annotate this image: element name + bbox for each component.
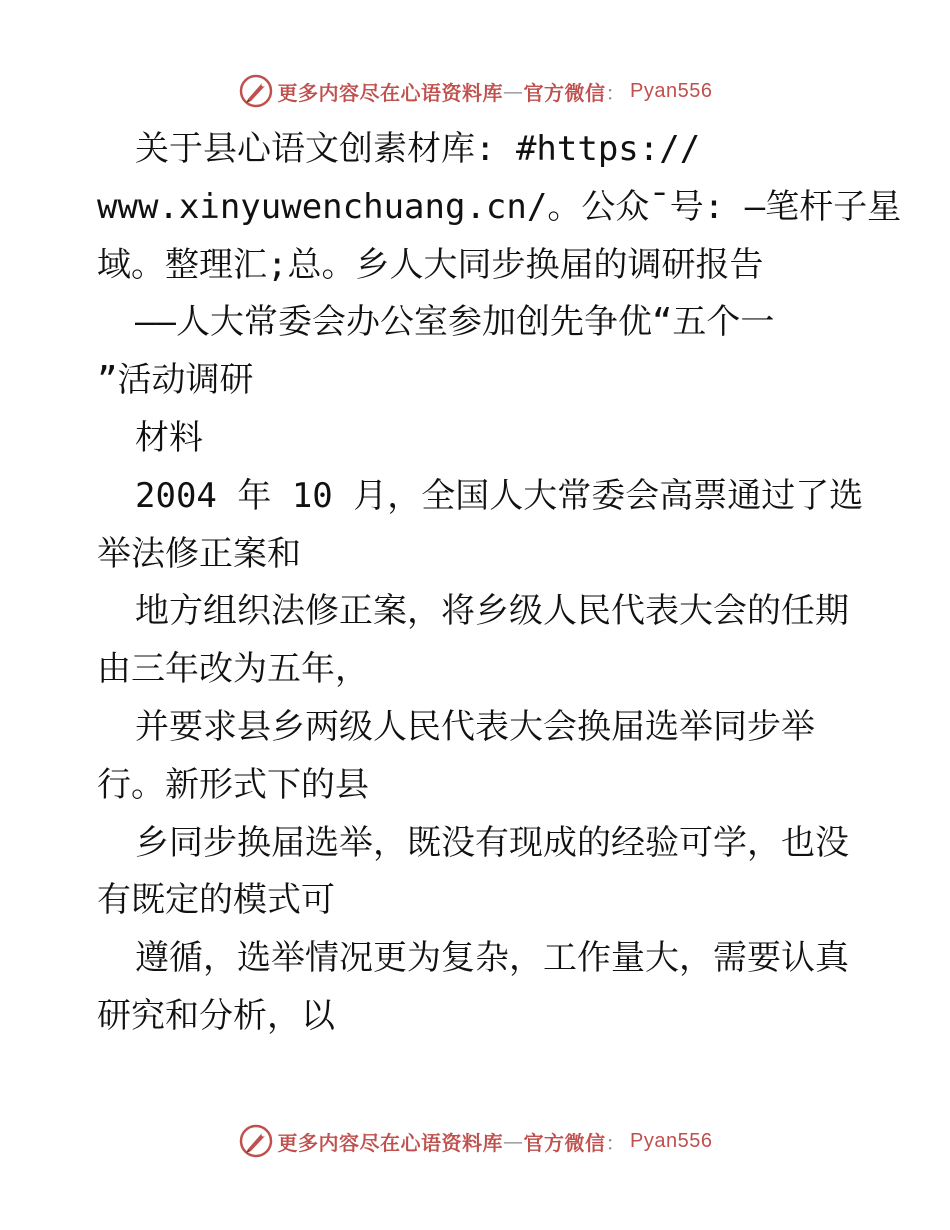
body-line: ”活动调研 [97, 360, 254, 401]
body-line: 域。整理汇;总。乡人大同步换届的调研报告 [97, 244, 764, 285]
body-line: ——人大常委会办公室参加创先争优“五个一 [135, 302, 775, 343]
body-line: 关于县心语文创素材库: #https:// [135, 129, 701, 169]
body-line: 有既定的模式可 [97, 880, 335, 921]
body-line: 并要求县乡两级人民代表大会换届选举同步举 [135, 706, 815, 747]
body-line: 行。新形式下的县 [97, 764, 369, 805]
header-watermark-banner [0, 71, 950, 111]
banner-wechat-label: 官方微信 [523, 80, 606, 105]
banner-main-text: 更多内容尽在心语资料库 [277, 1130, 504, 1155]
body-line: 由三年改为五年， [97, 649, 369, 690]
body-line: www.xinyuwenchuang.cn/。公众¯号: —笔杆子星 [97, 186, 902, 227]
footer-watermark-banner [0, 1121, 950, 1161]
pen-logo-icon [238, 73, 274, 109]
banner-wechat-id: Pyan556 [630, 79, 713, 102]
body-line: 乡同步换届选举，既没有现成的经验可学，也没 [135, 822, 849, 863]
body-line: 遵循，选举情况更为复杂，工作量大，需要认真 [135, 938, 849, 979]
banner-wechat-label: 官方微信 [523, 1130, 606, 1155]
banner-separator: ： [605, 1130, 627, 1155]
banner-separator: ： [605, 80, 627, 105]
body-line: 材料 [135, 417, 203, 458]
body-line: 举法修正案和 [97, 533, 301, 574]
pen-logo-icon [238, 1123, 274, 1159]
banner-dash: — [503, 1129, 524, 1153]
banner-dash: — [503, 79, 524, 103]
body-line: 2004 年 10 月，全国人大常委会高票通过了选 [135, 475, 864, 516]
banner-wechat-id: Pyan556 [630, 1129, 713, 1152]
banner-main-text: 更多内容尽在心语资料库 [277, 80, 504, 105]
document-body [97, 121, 902, 1046]
body-line: 地方组织法修正案，将乡级人民代表大会的任期 [135, 591, 849, 632]
body-line: 研究和分析，以 [97, 995, 335, 1036]
